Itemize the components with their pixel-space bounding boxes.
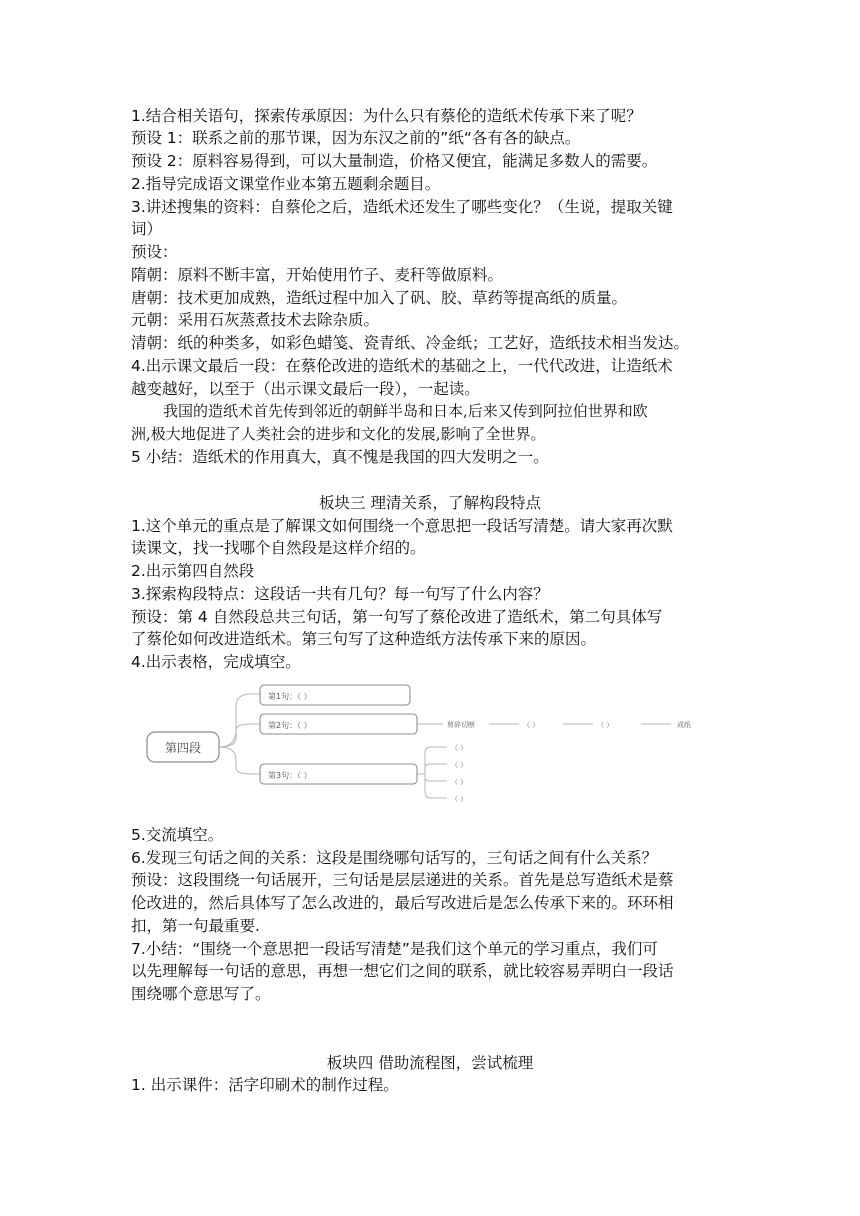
section-heading: 板块四 借助流程图，尝试梳理: [326, 1054, 534, 1072]
process-step-blank: （ ）: [597, 721, 614, 729]
text-line: 7.小结：“围绕一个意思把一段话写清楚”是我们这个单元的学习重点，我们可: [131, 940, 658, 958]
text-line: 5.交流填空。: [131, 826, 224, 844]
paragraph-structure-diagram: [131, 680, 731, 812]
summary-line: 5 小结：造纸术的作用真大，真不愧是我国的四大发明之一。: [131, 448, 549, 466]
reason-blank: （ ）: [451, 744, 468, 752]
sentence-2-label: 第2句：（ ）: [268, 721, 312, 730]
connector-line: [219, 724, 260, 747]
text-line: 了蔡伦如何改进造纸术。第三句写了这种造纸方法传承下来的原因。: [131, 630, 597, 648]
sentence-3-label: 第3句：（ ）: [268, 771, 312, 780]
text-line: 隋朝：原料不断丰富，开始使用竹子、麦秆等做原料。: [131, 266, 504, 284]
text-line: 预设 2：原料容易得到，可以大量制造，价格又便宜，能满足多数人的需要。: [131, 152, 658, 170]
text-line: 越变越好，以至于（出示课文最后一段），一起读。: [131, 380, 480, 398]
process-step-label: 成纸: [677, 721, 691, 729]
text-line: 唐朝：技术更加成熟，造纸过程中加入了矾、胶、草药等提高纸的质量。: [131, 289, 628, 307]
quoted-passage-line: 洲,极大地促进了人类社会的进步和文化的发展,影响了全世界。: [131, 425, 546, 443]
text-line: 3.探索构段特点：这段话一共有几句？每一句写了什么内容？: [131, 585, 549, 603]
text-line: 1.这个单元的重点是了解课文如何围绕一个意思把一段话写清楚。请大家再次默: [131, 517, 673, 535]
connector-line: [425, 774, 447, 781]
process-step-label: 剪碎切断: [447, 721, 475, 729]
text-line: 扣，第一句最重要.: [131, 917, 260, 935]
reason-blank: （ ）: [451, 761, 468, 769]
reason-blank: （ ）: [451, 778, 468, 786]
process-step-blank: （ ）: [523, 721, 540, 729]
text-line: 读课文，找一找哪个自然段是这样介绍的。: [131, 539, 426, 557]
text-line: 预设 1：联系之前的那节课，因为东汉之前的”纸“各有各的缺点。: [131, 129, 581, 147]
text-line: 预设：: [131, 243, 178, 261]
sentence-1-label: 第1句：（ ）: [268, 692, 312, 701]
text-line: 以先理解每一句话的意思，再想一想它们之间的联系，就比较容易弄明白一段话: [131, 962, 674, 980]
text-line: 预设：这段围绕一句话展开，三句话是层层递进的关系。首先是总写造纸术是蔡: [131, 871, 674, 889]
text-line: 围绕哪个意思写了。: [131, 985, 271, 1003]
text-line: 伦改进的，然后具体写了怎么改进的，最后写改进后是怎么传承下来的。环环相: [131, 894, 674, 912]
quoted-passage-line: 我国的造纸术首先传到邻近的朝鲜半岛和日本,后来又传到阿拉伯世界和欧: [163, 402, 648, 420]
reason-blank: （ ）: [451, 795, 468, 803]
text-line: 6.发现三句话之间的关系：这段是围绕哪句话写的，三句话之间有什么关系？: [131, 849, 658, 867]
root-label: 第四段: [164, 741, 202, 755]
text-line: 词）: [131, 220, 163, 238]
text-line: 1.结合相关语句，探索传承原因：为什么只有蔡伦的造纸术传承下来了呢？: [131, 107, 642, 125]
section-heading: 板块三 理清关系，了解构段特点: [319, 494, 541, 512]
text-line: 预设：第 4 自然段总共三句话，第一句写了蔡伦改进了造纸术，第二句具体写: [131, 608, 663, 626]
text-line: 2.指导完成语文课堂作业本第五题剩余题目。: [131, 175, 441, 193]
text-line: 4.出示表格，完成填空。: [131, 653, 301, 671]
text-line: 清朝：纸的种类多，如彩色蜡笺、瓷青纸、冷金纸；工艺好，造纸技术相当发达。: [131, 334, 690, 352]
text-line: 元朝：采用石灰蒸煮技术去除杂质。: [131, 311, 380, 329]
text-line: 4.出示课文最后一段：在蔡伦改进的造纸术的基础之上，一代代改进，让造纸术: [131, 357, 673, 375]
connector-line: [425, 764, 447, 774]
connector-line: [425, 747, 447, 774]
text-line: 1. 出示课件：活字印刷术的制作过程。: [131, 1076, 399, 1094]
connector-line: [425, 774, 447, 798]
text-line: 3.讲述搜集的资料：自蔡伦之后，造纸术还发生了哪些变化？（生说，提取关键: [131, 198, 673, 216]
connector-line: [219, 747, 260, 774]
connector-line: [219, 694, 260, 747]
text-line: 2.出示第四自然段: [131, 562, 255, 580]
